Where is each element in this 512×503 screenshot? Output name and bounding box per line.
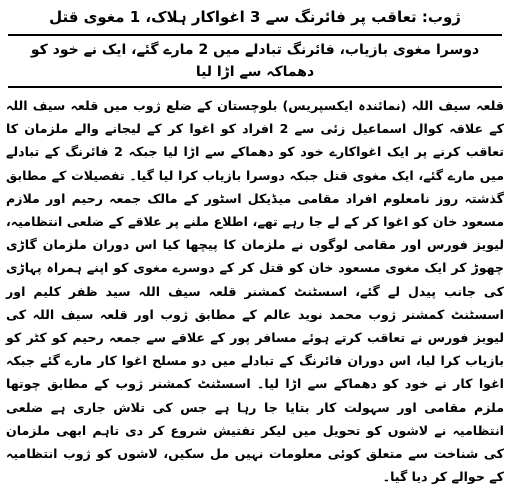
article-body: قلعہ سیف اللہ (نمائندہ ایکسپریس) بلوچستان کے ضلع ژوب میں قلعہ سیف اللہ کے علاقہ کوال اسماعیل زئی سے 2 افراد کو اغوا کر کے لیجانے والے ملزمان کا تعاقب کرنے پر ایک اغواکارے خود کو دھماکے سے اڑا لیا جبکہ 2 فائرنگ کے تبادلے میں مارے گئے، ایک مغوی قتل جبکہ دوسرا بازیاب کرا لیا گیا۔ تفصیلات کے مطابق گذشتہ روز نامعلوم افراد مقامی میڈیکل اسٹور کے مالک جمعہ رحیم اور ملازم مسعود خان کو اغوا کر کے لے جا رہے تھے، اطلاع ملنے پر علاقے کے ضلعی انتظامیہ، لیویز فورس اور مقامی لوگوں نے ملزمان کا پیچھا کیا اس دوران ملزمان گاڑی چھوڑ کر ایک مغوی مسعود خان کو قتل کر کے دوسرے مغوی کو اپنے ہمراہ پہاڑی کی جانب پیدل لے گئے، اسسٹنٹ کمشنر قلعہ سیف اللہ سید ظفر کلیم اور اسسٹنٹ کمشنر ژوب محمد نوید عالم کے مطابق ژوب اور قلعہ سیف اللہ کی لیویز فورس نے تعاقب کرتے ہوئے مسافر پور کے علاقے سے جمعہ رحیم کو کٹر کو بازیاب کرا لیا، اس دوران فائرنگ کے تبادلے میں دو مسلح اغوا کار مارے گئے جبکہ اغوا کار نے خود کو دھماکے سے اڑا لیا۔ اسسٹنٹ کمشنر ژوب کے مطابق چوتھا ملزم مقامی اور سہولت کار بتایا جا رہا ہے جس کی تلاش جاری ہے ضلعی انتظامیہ نے لاشوں کو تحویل میں لیکر تفتیش شروع کر دی تاہم ابھی ملزمان کی شناخت سے متعلق کوئی معلومات نہیں مل سکیں، لاشوں کو ژوب انتظامیہ کے حوالے کر دیا گیا۔ — [6, 98, 505, 485]
subheadline-divider — [8, 86, 502, 88]
headline: ژوب: تعاقب پر فائرنگ سے 3 اغواکار ہلاک، 1 مغوی قتل — [49, 8, 461, 26]
subheadline: دوسرا مغوی بازیاب، فائرنگ تبادلے میں 2 مارے گئے، ایک نے خود کو دھماکہ سے اڑا لیا — [30, 42, 480, 80]
